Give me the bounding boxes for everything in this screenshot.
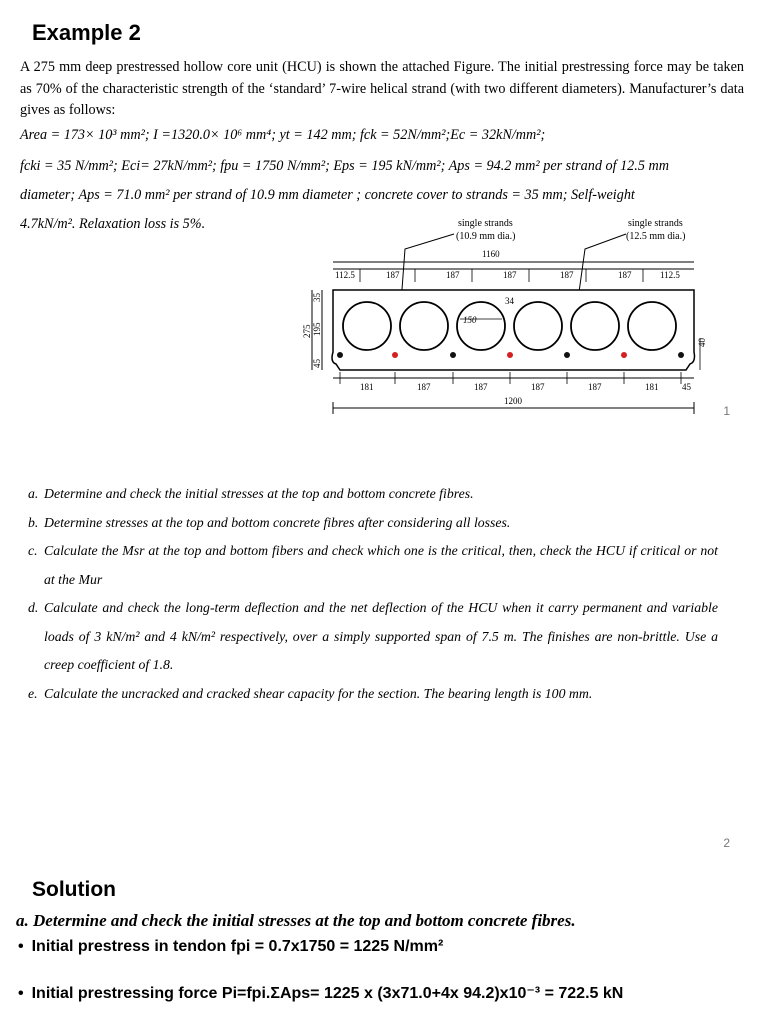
question-item (28, 680, 718, 709)
strand-10-9mm (507, 352, 513, 358)
question-item (28, 480, 718, 509)
question-text: Determine and check the initial stresses at the top and bottom concrete fibres. (44, 486, 474, 501)
page-number-1: 1 (723, 404, 730, 418)
top-dim-label: 187 (446, 270, 460, 280)
question-text: Calculate the Msr at the top and bottom fibers and check which one is the critical, then, check the HCU if critical or not at the Mur (44, 543, 718, 587)
depth-label: 275 (302, 324, 312, 338)
void-2 (400, 302, 448, 350)
question-letter: c. (28, 543, 38, 558)
given-data-line-3: diameter; Aps = 71.0 mm² per strand of 10.9 mm diameter ; concrete cover to strands = 35 mm; Self-weight (20, 187, 635, 203)
strand-10-9mm (392, 352, 398, 358)
right-edge-label: 40 (697, 338, 707, 347)
top-dim-label: 187 (618, 270, 632, 280)
bottom-dim-label: 187 (417, 382, 431, 392)
bottom-dimension-labels (340, 372, 681, 392)
problem-intro: A 275 mm deep prestressed hollow core unit (HCU) is shown the attached Figure. The initial prestressing force may be taken as 70% of the characteristic strength of the ‘standard’ 7-wire helical strand (with two different diameters). Manufacturer’s data gives as follows: (20, 59, 744, 118)
strand-10-9mm (621, 352, 627, 358)
bottom-dim-label: 187 (531, 382, 545, 392)
label-large-dia: (12.5 mm dia.) (626, 231, 686, 242)
void-5 (571, 302, 619, 350)
hcu-cross-section-figure (300, 212, 720, 422)
bottom-edge-label: 45 (682, 382, 691, 392)
depth-inner-label: 195 (312, 322, 322, 336)
strand-12-5mm (337, 352, 343, 358)
top-dimension-labels (335, 269, 680, 282)
bottom-dim-label: 187 (474, 382, 488, 392)
void-dia-label: 150 (463, 315, 477, 325)
question-letter: a. (28, 486, 39, 501)
question-list (28, 480, 718, 708)
total-width-label: 1200 (504, 396, 522, 406)
question-letter: b. (28, 514, 39, 530)
solution-part-a-heading: a. Determine and check the initial stresses at the top and bottom concrete fibres. (16, 911, 576, 930)
solution-title: Solution (32, 878, 116, 901)
top-width-label: 1160 (482, 249, 500, 259)
void-1 (343, 302, 391, 350)
example-title: Example 2 (32, 20, 141, 45)
given-data-line-1: Area = 173× 10³ mm²; I =1320.0× 10⁶ mm⁴; yt = 142 mm; fck = 52N/mm²;Ec = 32kN/mm²; (20, 127, 546, 143)
question-text: Calculate and check the long-term deflection and the net deflection of the HCU when it carry permanent and variable loads of 3 kN/m² and 4 kN/m² respectively, over a simply supported span of 7.5 m. The finishes are non-brittle. Use a creep coefficient of 1.8. (44, 600, 718, 672)
solution-bullet-1: • Initial prestress in tendon fpi = 0.7x1750 = 1225 N/mm² (18, 938, 444, 955)
top-dim-label: 187 (560, 270, 574, 280)
void-4 (514, 302, 562, 350)
top-dim-label: 187 (386, 270, 400, 280)
question-letter: d. (28, 600, 39, 615)
web-top-label: 34 (505, 296, 514, 306)
top-flange-label: 35 (312, 293, 322, 302)
given-data-line-2: fcki = 35 N/mm²; Eci= 27kN/mm²; fpu = 1750 N/mm²; Eps = 195 kN/mm²; Aps = 94.2 mm² per strand of 12.5 mm (20, 158, 669, 174)
question-item (28, 509, 718, 538)
solution-bullet-2: • Initial prestressing force Pi=fpi.ΣAps= 1225 x (3x71.0+4x 94.2)x10⁻³ = 722.5 kN (18, 985, 624, 1002)
bottom-flange-label: 45 (312, 359, 322, 368)
label-large-strands: single strands (628, 218, 683, 229)
bottom-dim-label: 181 (645, 382, 659, 392)
bottom-dim-label: 181 (360, 382, 374, 392)
question-text: Calculate the uncracked and cracked shear capacity for the section. The bearing length is 100 mm. (44, 685, 593, 701)
strand-12-5mm (564, 352, 570, 358)
strand-12-5mm (678, 352, 684, 358)
question-letter: e. (28, 685, 38, 701)
void-3 (457, 302, 505, 350)
given-data-line-4: 4.7kN/m². Relaxation loss is 5%. (20, 216, 206, 232)
page-number-2: 2 (723, 836, 730, 850)
question-text: Determine stresses at the top and bottom concrete fibres after considering all losses. (44, 514, 511, 530)
top-dim-label: 112.5 (335, 270, 355, 280)
label-small-strands: single strands (458, 218, 513, 229)
top-dim-label: 187 (503, 270, 517, 280)
label-small-dia: (10.9 mm dia.) (456, 231, 516, 242)
top-dim-label: 112.5 (660, 270, 680, 280)
bottom-dim-label: 187 (588, 382, 602, 392)
question-item (28, 594, 718, 680)
void-6 (628, 302, 676, 350)
solution-bullet-2-text: Initial prestressing force Pi=fpi.ΣAps= 1225 x (3x71.0+4x 94.2)x10⁻³ = 722.5 kN (31, 985, 624, 1002)
solution-bullet-1-text: Initial prestress in tendon fpi = 0.7x1750 = 1225 N/mm² (31, 938, 444, 955)
question-item (28, 537, 718, 594)
strand-12-5mm (450, 352, 456, 358)
